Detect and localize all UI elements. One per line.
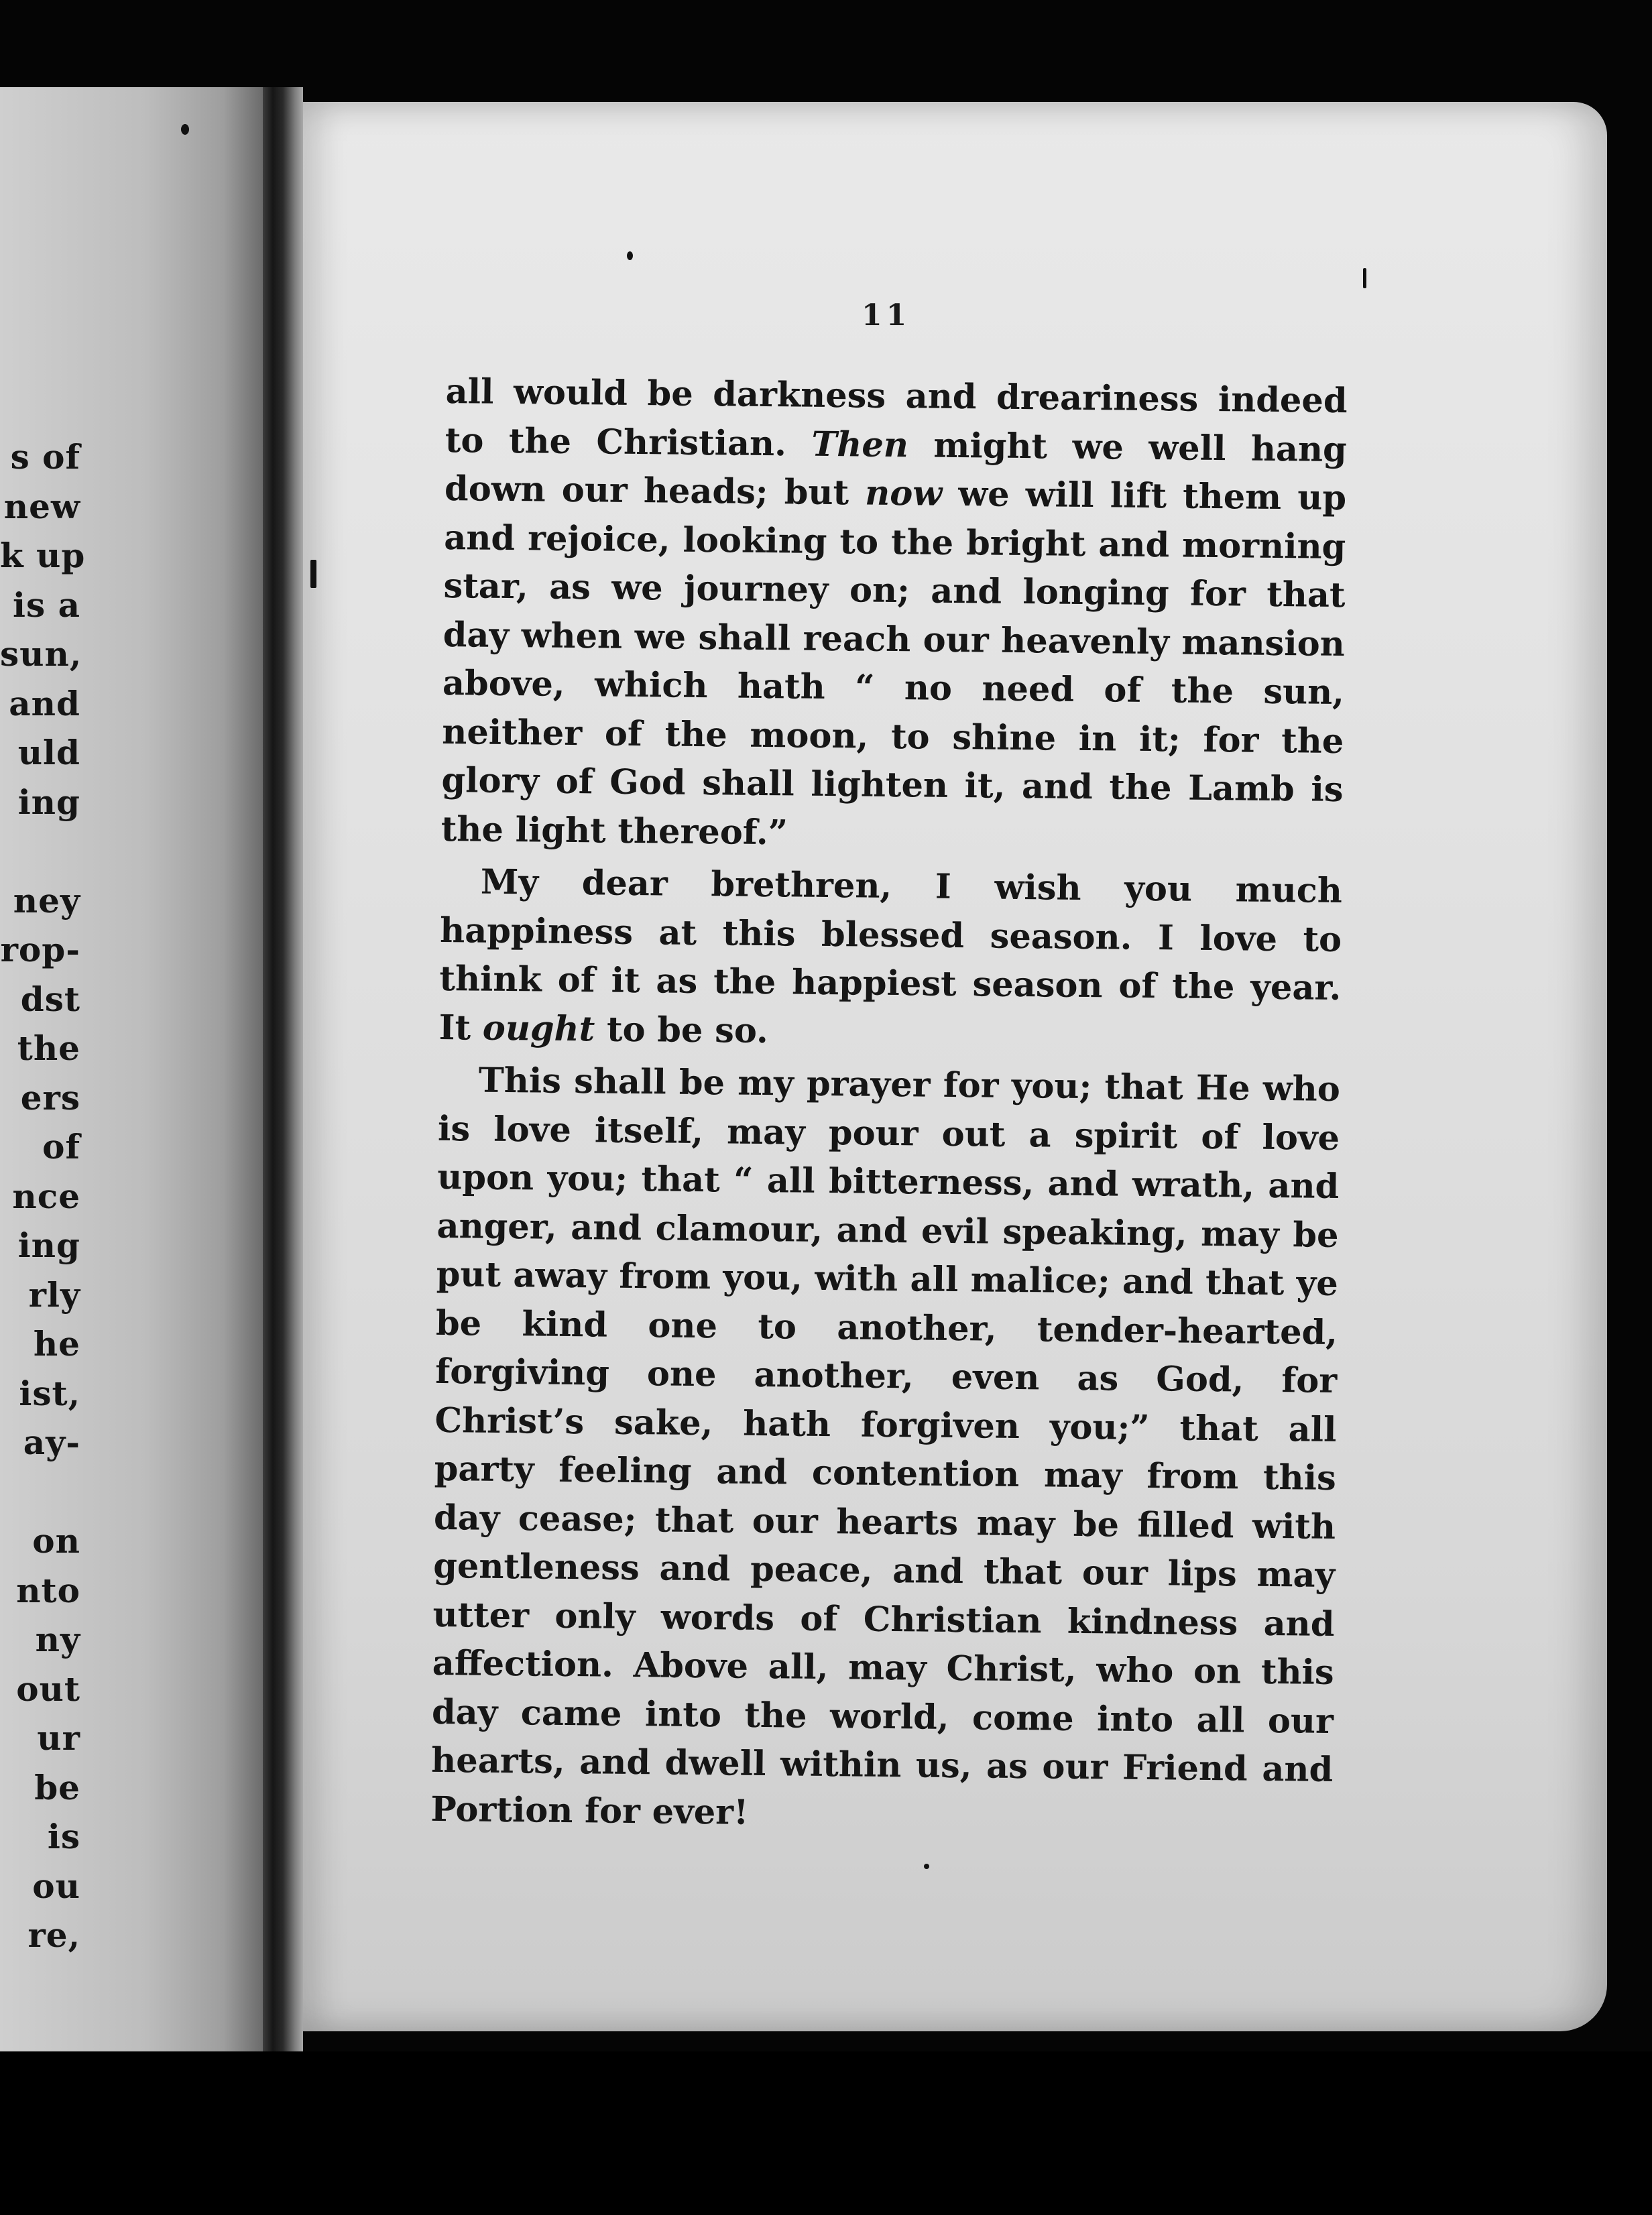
previous-page-fragment: ing <box>17 782 80 822</box>
scan-speck <box>181 124 189 135</box>
scan-speck <box>627 251 633 260</box>
page-body-text <box>430 367 1348 1847</box>
previous-page-fragment: the <box>17 1028 80 1068</box>
paragraph-1-segment-1: all would be darkness and dreariness indeed to the Christian. <box>445 371 1348 465</box>
paragraph-1-segment-2: Then <box>811 424 909 465</box>
paragraph-1-segment-5: we will lift them up and rejoice, looking to the bright and morning star, as we journey on; and longing for that day when we shall reach our heavenly mansion above, which hath “ no need of the sun, neither of the moon, to shine in it; for the glory of God shall lighten it, and the Lamb is the light thereof.” <box>440 473 1347 853</box>
previous-page-fragment: ur <box>37 1718 80 1758</box>
previous-page-strip <box>0 87 263 2051</box>
previous-page-fragment: uld <box>17 733 80 772</box>
previous-page-fragment: sun, <box>0 634 82 674</box>
previous-page-fragment: rly <box>28 1274 80 1315</box>
book-gutter <box>263 87 303 2051</box>
previous-page-fragment: nto <box>16 1570 80 1610</box>
previous-page-text-fragments <box>0 432 86 1960</box>
previous-page-fragment: is <box>47 1817 80 1856</box>
paragraph-1 <box>440 367 1348 863</box>
previous-page-fragment: k up <box>0 536 86 575</box>
previous-page-fragment: re, <box>27 1915 80 1955</box>
scan-speck <box>1363 268 1366 288</box>
paragraph-2-segment-2: ought <box>482 1008 595 1049</box>
previous-page-fragment: ist, <box>19 1373 80 1413</box>
previous-page-fragment: dst <box>20 979 80 1019</box>
previous-page-fragment: s of <box>10 437 80 477</box>
previous-page-fragment: rop- <box>0 930 80 969</box>
scan-bottom-border <box>0 2051 1652 2215</box>
paragraph-3-segment-1: This shall be my prayer for you; that He who is love itself, may pour out a spirit of love upon you; that “ all bitterness, and wrath, and anger, and clamour, and evil speaking, may be put away from you, with all malice; and that ye be kind one to another, tender-hearted, forgiving one another, even as God, for Christ’s sake, hath forgiven you;” that all party feeling and contention may from this day cease; that our hearts may be filled with gentleness and peace, and that our lips may utter only words of Christian kindness and affection. Above all, may Christ, who on this day came into the world, come into all our hearts, and dwell within us, as our Friend and Portion for ever! <box>430 1060 1341 1833</box>
previous-page-fragment: nce <box>12 1176 80 1216</box>
paragraph-2 <box>438 857 1342 1061</box>
scan-speck <box>924 1864 929 1869</box>
paragraph-1-segment-3: might we well hang down our heads; but <box>444 424 1348 514</box>
previous-page-fragment: of <box>42 1127 80 1166</box>
previous-page-fragment: ay- <box>23 1423 80 1462</box>
previous-page-fragment <box>0 1468 80 1517</box>
paragraph-2-segment-1: My dear brethren, I wish you much happiness at this blessed season. I love to think of it as the happiest season of the year. It <box>438 861 1343 1049</box>
previous-page-fragment: be <box>34 1767 80 1807</box>
previous-page-fragment: and <box>9 683 80 723</box>
page-number: 11 <box>862 298 911 333</box>
previous-page-fragment: on <box>32 1521 80 1561</box>
previous-page-fragment <box>0 827 80 876</box>
previous-page-fragment: ney <box>13 880 80 920</box>
previous-page-fragment: ers <box>20 1077 80 1118</box>
scan-speck <box>310 560 316 588</box>
previous-page-fragment: ny <box>35 1620 80 1659</box>
paragraph-1-segment-4: now <box>864 473 943 514</box>
previous-page-fragment: ou <box>32 1866 80 1906</box>
paragraph-3 <box>430 1056 1340 1843</box>
previous-page-fragment: he <box>33 1324 80 1364</box>
previous-page-fragment: new <box>3 486 80 526</box>
previous-page-fragment: out <box>16 1669 80 1709</box>
paragraph-2-segment-3: to be so. <box>594 1008 769 1051</box>
previous-page-fragment: is a <box>13 585 80 625</box>
previous-page-fragment: ing <box>17 1225 80 1265</box>
